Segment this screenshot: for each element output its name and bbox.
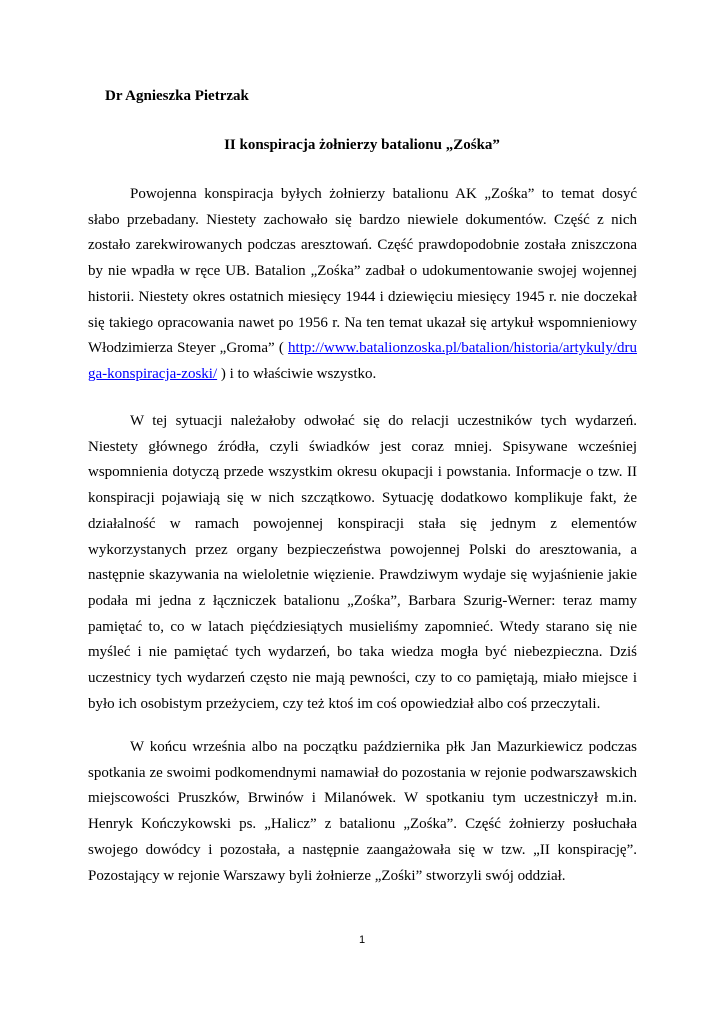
- paragraph-2: W tej sytuacji należałoby odwołać się do relacji uczestników tych wydarzeń. Niestety głównego źródła, czyli świadków jest coraz mniej. Spisywane wcześniej wspomnienia dotyczą przede wszystkim okresu okupacji i powstania. Informacje o tzw. II konspiracji pojawiają się w nich szczątkowo. Sytuację dodatkowo komplikuje fakt, że działalność w ramach powojennej konspiracji stała się jednym z elementów wykorzystanych przez organy bezpieczeństwa powojennej Polski do aresztowania, a następnie skazywania na wieloletnie więzienie. Prawdziwym wydaje się wyjaśnienie jakie podała mi jedna z łączniczek batalionu „Zośka”, Barbara Szurig-Werner: teraz mamy pamiętać to, co w latach pięćdziesiątych musieliśmy zapomnieć. Wtedy starano się nie myśleć i nie pamiętać tych wydarzeń, bo taka wiedza mogła być niebezpieczna. Dziś uczestnicy tych wydarzeń często nie mają pewności, czy to co pamiętają, miało miejsce i było ich osobistym przeżyciem, czy też ktoś im coś opowiedział albo coś przeczytali.: [88, 413, 637, 712]
- paragraph-1: [88, 182, 637, 388]
- document-title: II konspiracja żołnierzy batalionu „Zośka”: [224, 137, 500, 153]
- page-number: 1: [358, 934, 366, 946]
- paragraph-1-text-before-link: Powojenna konspiracja byłych żołnierzy batalionu AK „Zośka” to temat dosyć słabo przebadany. Niestety zachowało się bardzo niewiele dokumentów. Część z nich zostało zarekwirowanych podczas aresztowań. Część prawdopodobnie została zniszczona by nie wpadła w ręce UB. Batalion „Zośka” zadbał o udokumentowanie swojej wojennej historii. Niestety okres ostatnich miesięcy 1944 i dziewięciu miesięcy 1945 r. nie doczekał się takiego opracowania nawet po 1956 r. Na ten temat ukazał się artykuł wspomnieniowy Włodzimierza Steyer „Groma” (: [88, 186, 637, 357]
- author-name: Dr Agnieszka Pietrzak: [105, 88, 249, 104]
- paragraph-3: W końcu września albo na początku października płk Jan Mazurkiewicz podczas spotkania ze swoimi podkomendnymi namawiał do pozostania w rejonie podwarszawskich miejscowości Pruszków, Brwinów i Milanówek. W spotkaniu tym uczestniczył m.in. Henryk Kończykowski ps. „Halicz” z batalionu „Zośka”. Część żołnierzy posłuchała swojego dowódcy i pozostała, a następnie zaangażowała się w tzw. „II konspirację”. Pozostający w rejonie Warszawy byli żołnierze „Zośki” stworzyli swój oddział.: [88, 739, 637, 884]
- article-link[interactable]: http://www.batalionzoska.pl/batalion/historia/artykuly/druga-konspiracja-zoski/: [88, 340, 637, 382]
- paragraph-1-text-after-link: ) i to właściwie wszystko.: [217, 365, 377, 382]
